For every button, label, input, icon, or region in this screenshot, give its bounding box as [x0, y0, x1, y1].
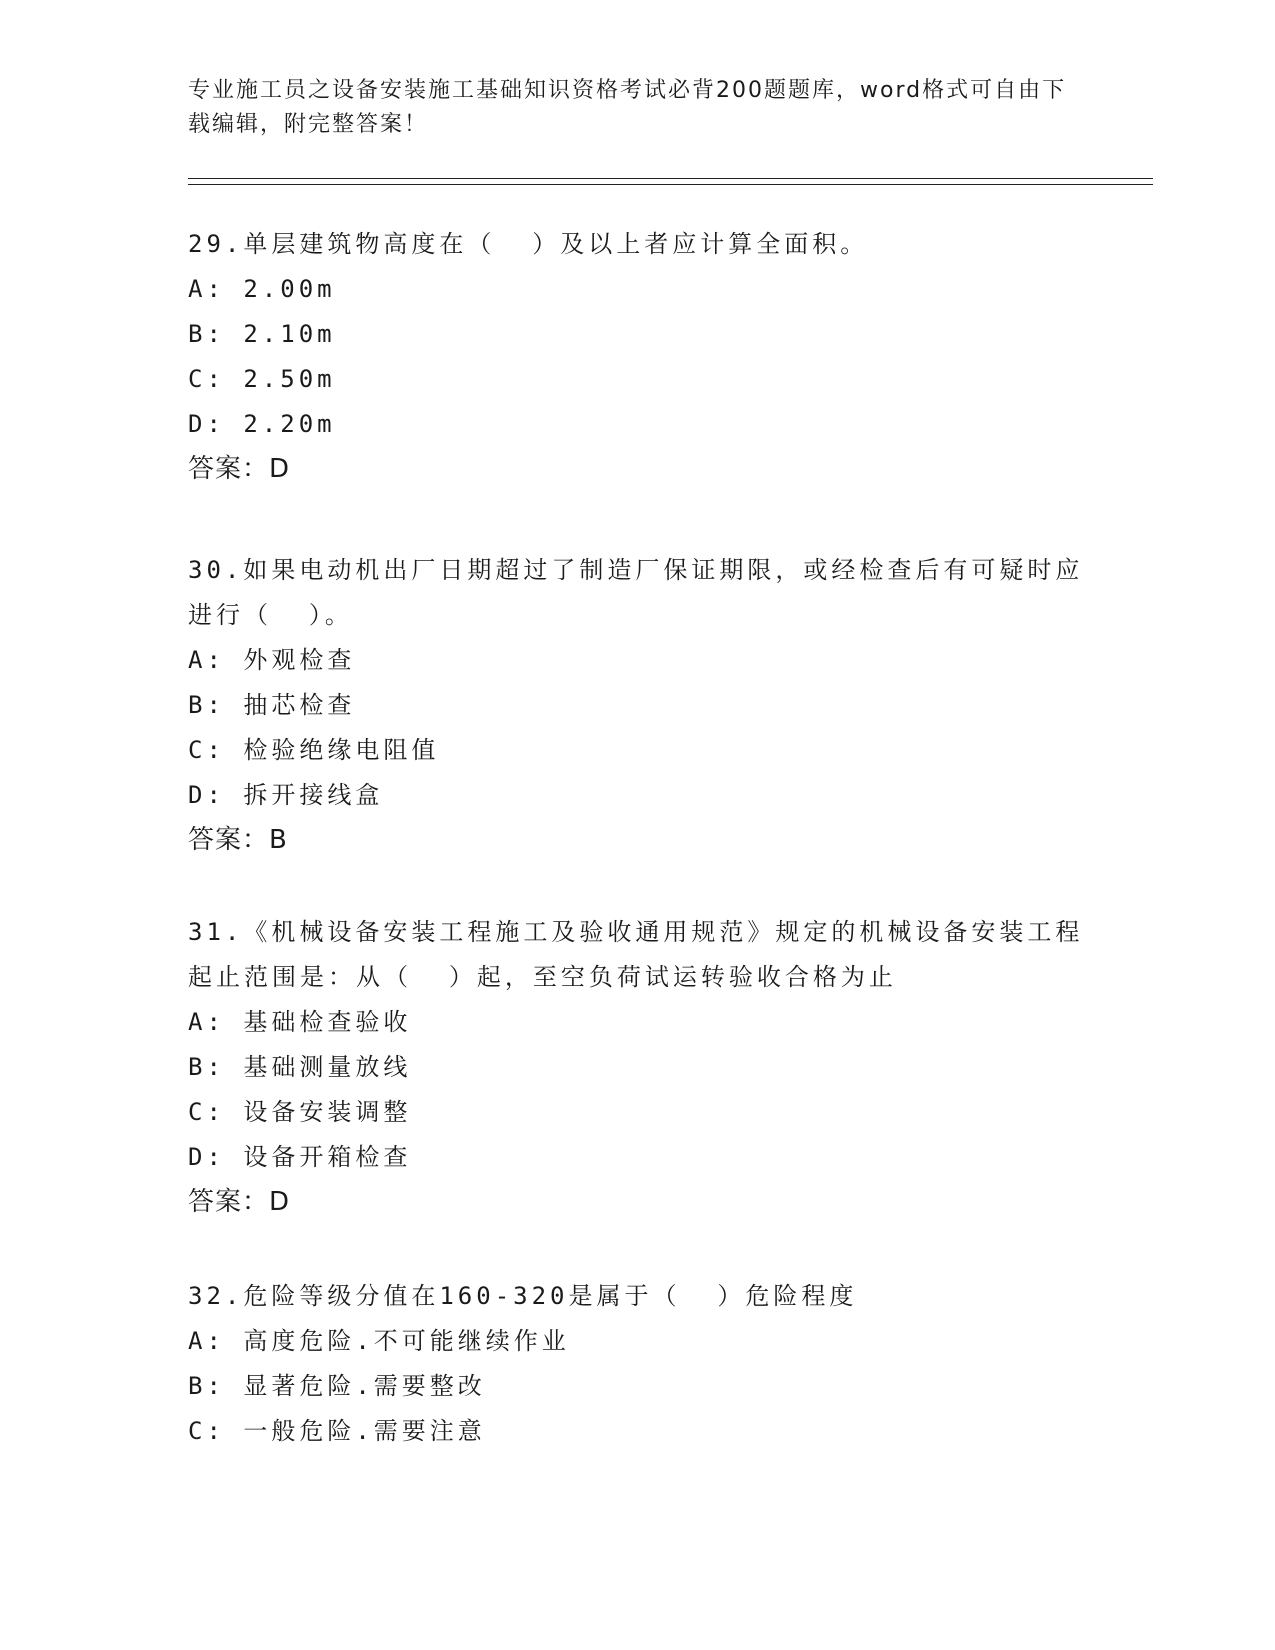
option-a: A: 2.00m — [188, 275, 336, 303]
question-stem: 31.《机械设备安装工程施工及验收通用规范》规定的机械设备安装工程起止范围是：从（ ）起，至空负荷试运转验收合格为止 — [188, 918, 1084, 991]
option-a: A: 基础检查验收 — [188, 1008, 412, 1036]
option-a: A: 外观检查 — [188, 646, 356, 674]
answer: 答案：D — [188, 1187, 291, 1217]
header-rule-bottom — [188, 184, 1153, 185]
question-30 — [188, 548, 1088, 863]
option-c: C: 2.50m — [188, 365, 336, 393]
option-c: C: 设备安装调整 — [188, 1098, 412, 1126]
option-b: B: 2.10m — [188, 320, 336, 348]
option-c: C: 检验绝缘电阻值 — [188, 736, 440, 764]
question-stem: 29.单层建筑物高度在（ ）及以上者应计算全面积。 — [188, 230, 869, 258]
answer: 答案：D — [188, 454, 291, 484]
option-b: B: 抽芯检查 — [188, 691, 356, 719]
answer: 答案：B — [188, 825, 288, 855]
option-a: A: 高度危险.不可能继续作业 — [188, 1327, 570, 1355]
option-c: C: 一般危险.需要注意 — [188, 1417, 486, 1445]
option-b: B: 显著危险.需要整改 — [188, 1372, 486, 1400]
option-d: D: 设备开箱检查 — [188, 1143, 412, 1171]
document-header: 专业施工员之设备安装施工基础知识资格考试必背200题题库，word格式可自由下载编辑，附完整答案！ — [188, 78, 1067, 137]
question-29 — [188, 222, 1088, 492]
option-d: D: 2.20m — [188, 410, 336, 438]
header-rule-top — [188, 178, 1153, 179]
option-d: D: 拆开接线盒 — [188, 781, 384, 809]
question-31 — [188, 910, 1088, 1225]
question-stem: 30.如果电动机出厂日期超过了制造厂保证期限，或经检查后有可疑时应进行（ ）。 — [188, 556, 1084, 629]
option-b: B: 基础测量放线 — [188, 1053, 412, 1081]
question-32 — [188, 1274, 1088, 1454]
question-stem: 32.危险等级分值在160-320是属于（ ）危险程度 — [188, 1282, 858, 1310]
